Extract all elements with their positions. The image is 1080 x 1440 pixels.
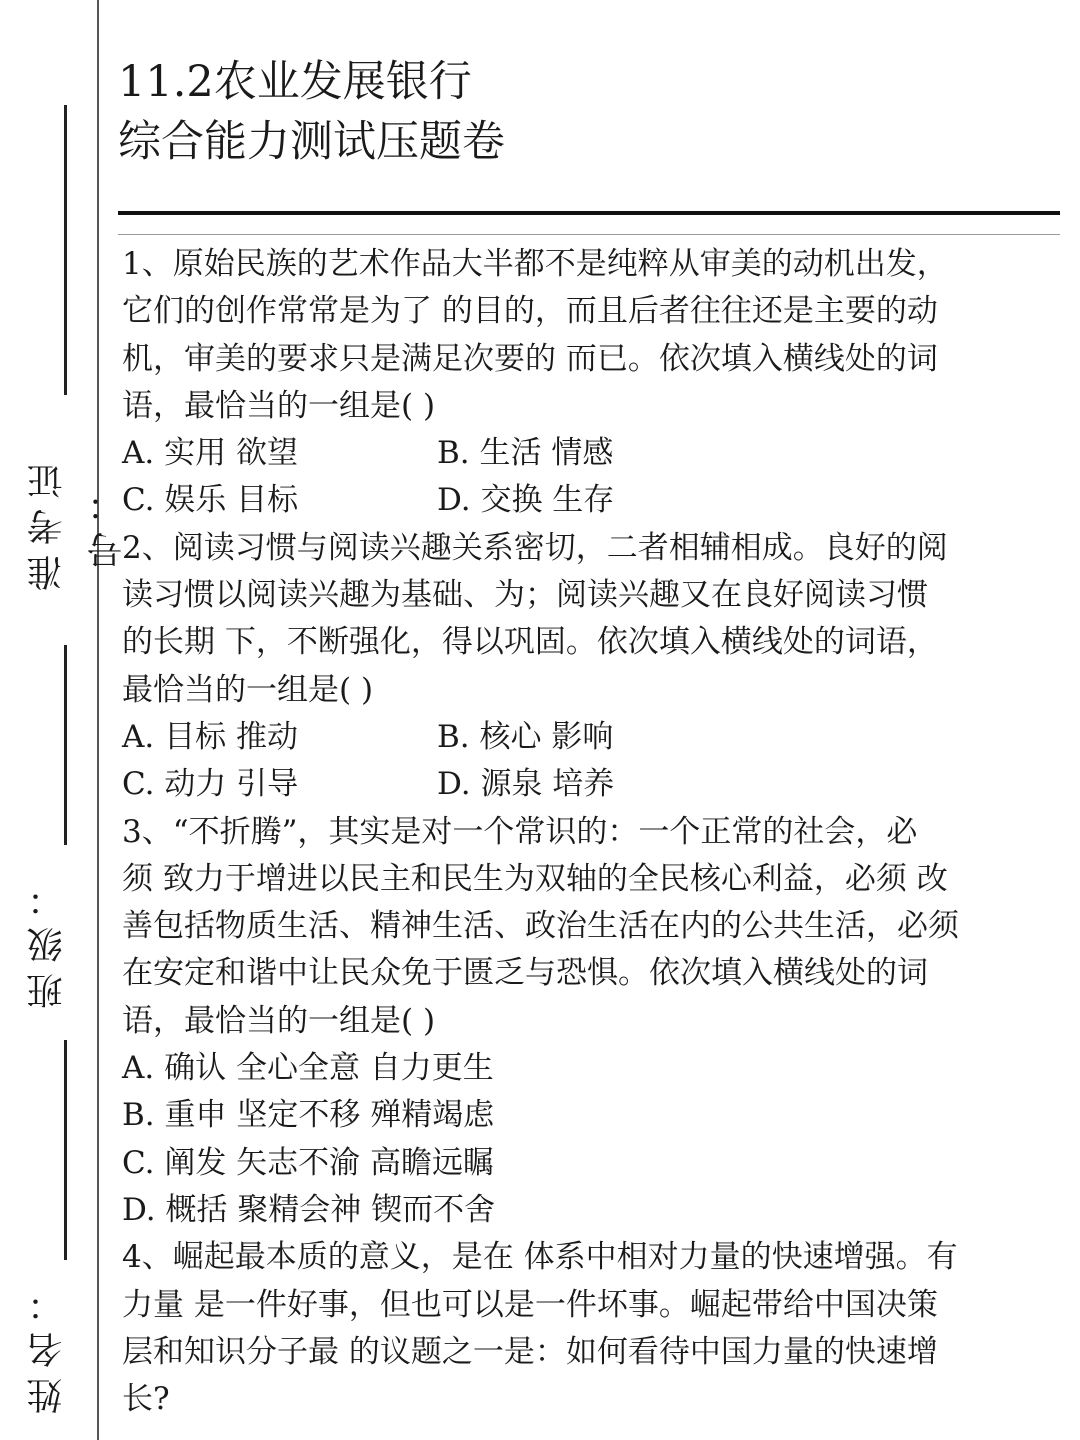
question-list <box>122 241 1037 1423</box>
options-row <box>122 430 1037 477</box>
question-text-line: 读习惯以阅读兴趣为基础、为；阅读兴趣又在良好阅读习惯 <box>122 577 928 614</box>
question-text-line: 在安定和谐中让民众免于匮乏与恐惧。依次填入横线处的词 <box>122 955 928 992</box>
question-text-line: 2、阅读习惯与阅读兴趣关系密切，二者相辅相成。良好的阅 <box>122 529 948 566</box>
question-text-line: 语，最恰当的一组是( ) <box>122 387 436 424</box>
option-a: A. 目标 推动 <box>122 718 298 755</box>
option-c: C. 阐发 矢志不渝 高瞻远瞩 <box>122 1144 495 1181</box>
question-text-line: 长? <box>122 1381 170 1418</box>
binding-margin-line <box>97 0 99 1440</box>
options-row <box>122 477 1037 524</box>
option-a: A. 实用 欲望 <box>122 435 298 472</box>
option-c: C. 动力 引导 <box>122 766 299 803</box>
question-text-line: 它们的创作常常是为了 的目的，而且后者往往还是主要的动 <box>122 293 938 330</box>
document-title <box>118 52 505 172</box>
title-line-1: 11.2农业发展银行 <box>118 57 472 107</box>
name-underline <box>64 1040 67 1260</box>
options-row <box>122 714 1037 761</box>
question-3 <box>122 809 1037 1235</box>
option-b: B. 核心 影响 <box>437 718 614 755</box>
question-text-line: 力量 是一件好事，但也可以是一件坏事。崛起带给中国决策 <box>122 1286 938 1323</box>
options-row <box>122 761 1037 808</box>
question-2 <box>122 525 1037 809</box>
question-text-line: 1、原始民族的艺术作品大半都不是纯粹从审美的动机出发， <box>122 246 948 282</box>
question-text-line: 最恰当的一组是( ) <box>122 671 374 708</box>
question-4 <box>122 1234 1037 1423</box>
option-d: D. 交换 生存 <box>437 482 615 519</box>
option-c: C. 娱乐 目标 <box>122 482 299 519</box>
title-divider-thick <box>118 211 1060 215</box>
question-text-line: 层和知识分子最 的议题之一是：如何看待中国力量的快速增 <box>122 1333 938 1370</box>
question-text-line: 语，最恰当的一组是( ) <box>122 1002 436 1039</box>
class-label: 班级： <box>27 871 68 1009</box>
option-a: A. 确认 全心全意 自力更生 <box>122 1050 494 1087</box>
option-b: B. 重申 坚定不移 殚精竭虑 <box>122 1097 495 1134</box>
exam-id-underline <box>64 105 67 395</box>
option-b: B. 生活 情感 <box>437 435 614 472</box>
question-text-line: 须 致力于增进以民主和民生为双轴的全民核心利益，必须 改 <box>122 860 948 897</box>
question-text-line: 的长期 下，不断强化，得以巩固。依次填入横线处的词语， <box>122 624 938 661</box>
exam-id-label: 准考证号： <box>27 453 128 592</box>
title-line-2: 综合能力测试压题卷 <box>118 117 505 167</box>
option-d: D. 概括 聚精会神 锲而不舍 <box>122 1191 496 1228</box>
title-divider-thin <box>118 234 1060 235</box>
question-text-line: 机，审美的要求只是满足次要的 而已。依次填入横线处的词 <box>122 340 938 377</box>
name-label: 姓名： <box>27 1276 68 1414</box>
question-text-line: 善包括物质生活、精神生活、政治生活在内的公共生活，必须 <box>122 908 959 945</box>
question-text-line: 3、“不折腾”，其实是对一个常识的：一个正常的社会，必 <box>122 813 918 850</box>
question-text-line: 4、崛起最本质的意义，是在 体系中相对力量的快速增强。有 <box>122 1239 958 1276</box>
question-1 <box>122 241 1037 525</box>
option-d: D. 源泉 培养 <box>437 766 615 803</box>
class-underline <box>64 645 67 845</box>
